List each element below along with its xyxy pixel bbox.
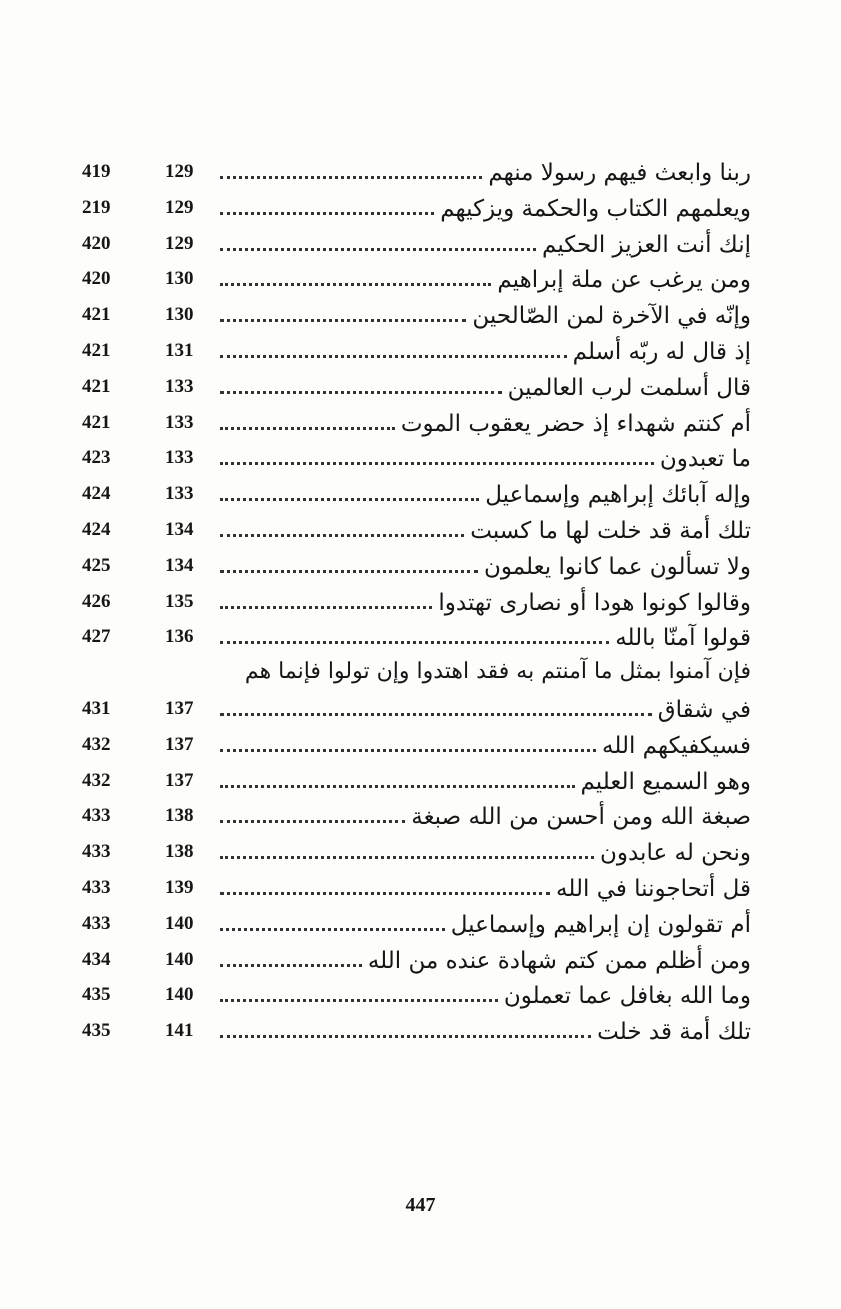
verse-text: قل أتحاجوننا في الله [556,875,751,902]
page-reference: 137 [165,733,194,755]
dot-leader [220,926,445,931]
index-row [0,691,841,727]
page-reference: 136 [165,626,194,648]
page-reference: 130 [165,304,194,326]
index-row [0,727,841,763]
index-row [0,584,841,620]
index-row [0,440,841,476]
page-number: 447 [405,1194,436,1216]
page-reference: 140 [165,948,194,970]
dot-leader [220,353,567,358]
reference-number: 435 [82,1020,111,1042]
index-entry [220,906,751,940]
index-entry [220,369,751,403]
dot-leader [220,460,654,465]
verse-text: ومن يرغب عن ملة إبراهيم [497,267,751,294]
index-entry [220,154,751,188]
page-reference: 129 [165,161,194,182]
page-reference: 138 [165,805,194,827]
reference-number: 419 [82,161,111,182]
dot-leader [220,425,395,430]
index-entry [220,942,751,976]
page-reference: 134 [165,518,194,540]
page-reference: 137 [165,697,194,719]
index-entry [220,691,751,725]
verse-text: فسيكفيكهم الله [602,732,751,759]
dot-leader [220,783,575,788]
index-row [0,154,841,190]
page-reference: 140 [165,984,194,1006]
verse-text: إذ قال له ربّه أسلم [572,338,751,365]
verse-text-continuation: فإن آمنوا بمثل ما آمنتم به فقد اهتدوا وإن تولوا فإنما هم [244,659,751,685]
index-row [0,870,841,906]
verse-text: ولا تسألون عما كانوا يعلمون [483,553,751,580]
index-row [0,942,841,978]
dot-leader [220,317,466,322]
reference-number: 427 [82,626,111,648]
dot-leader [220,568,478,573]
index-entry [220,798,751,832]
dot-leader [220,174,482,179]
reference-number: 421 [82,375,111,397]
index-entry [220,440,751,474]
index-row [0,190,841,226]
index-row [0,405,841,441]
reference-number: 421 [82,304,111,326]
reference-number: 432 [82,769,111,791]
index-row [0,226,841,262]
verse-text: ربنا وابعث فيهم رسولا منهم [488,160,751,186]
page-reference: 135 [165,590,194,612]
verse-index-list [0,154,841,1049]
reference-number: 420 [82,268,111,290]
verse-text: وقالوا كونوا هودا أو نصارى تهتدوا [438,589,751,616]
verse-text: وهو السميع العليم [580,768,751,795]
index-entry [220,512,751,546]
index-entry [220,261,751,295]
page-reference: 133 [165,375,194,397]
verse-text: وإنّه في الآخرة لمن الصّالحين [472,303,751,330]
verse-text: وإله آبائك إبراهيم وإسماعيل [485,482,751,509]
dot-leader [220,496,479,501]
verse-text: في شقاق [657,696,751,723]
verse-text: ومن أظلم ممن كتم شهادة عنده من الله [367,947,751,974]
verse-text: صبغة الله ومن أحسن من الله صبغة [411,804,751,831]
index-row [0,369,841,405]
dot-leader [220,818,405,823]
verse-text: قال أسلمت لرب العالمين [507,374,751,401]
page-reference: 141 [165,1020,194,1042]
verse-text: ما تعبدون [659,446,751,473]
dot-leader [220,210,434,215]
dot-leader [220,997,498,1002]
page-reference: 130 [165,268,194,290]
page-reference: 134 [165,554,194,576]
index-row [0,548,841,584]
reference-number: 433 [82,912,111,934]
index-row [0,834,841,870]
index-entry [220,333,751,367]
reference-number: 435 [82,984,111,1006]
dot-leader [220,639,609,644]
page-reference: 131 [165,339,194,361]
index-entry [220,870,751,904]
dot-leader [220,711,652,716]
reference-number: 433 [82,876,111,898]
index-entry [220,727,751,761]
verse-text: أم كنتم شهداء إذ حضر يعقوب الموت [400,410,751,437]
reference-number: 421 [82,339,111,361]
index-entry [220,548,751,582]
dot-leader [220,281,491,286]
index-row [0,1013,841,1049]
reference-number: 219 [82,196,111,218]
index-continuation-row [0,655,841,691]
reference-number: 434 [82,948,111,970]
reference-number: 433 [82,805,111,827]
page-reference: 139 [165,876,194,898]
index-row [0,763,841,799]
index-row [0,476,841,512]
dot-leader [220,962,362,967]
page-reference: 138 [165,841,194,863]
index-entry [220,476,751,510]
reference-number: 424 [82,483,111,505]
index-row [0,798,841,834]
dot-leader [220,1033,591,1038]
dot-leader [220,854,594,859]
verse-text: تلك أمة قد خلت [597,1019,751,1046]
page-reference: 133 [165,411,194,433]
index-entry [220,834,751,868]
index-entry [220,190,751,224]
reference-number: 431 [82,697,111,719]
reference-number: 421 [82,411,111,433]
reference-number: 423 [82,447,111,469]
index-entry [220,584,751,618]
dot-leader [220,747,596,752]
verse-text: ونحن له عابدون [599,840,751,867]
index-entry [220,619,751,653]
dot-leader [220,890,550,895]
dot-leader [220,532,464,537]
index-row [0,619,841,655]
index-row [0,977,841,1013]
index-entry [220,297,751,331]
dot-leader [220,604,432,609]
index-entry [220,977,751,1011]
index-row [0,333,841,369]
reference-number: 425 [82,554,111,576]
index-entry [220,1013,751,1047]
verse-text: وما الله بغافل عما تعملون [503,983,751,1010]
index-row [0,906,841,942]
verse-text: قولوا آمنّا بالله [615,625,751,652]
page-reference: 137 [165,769,194,791]
index-entry [220,405,751,439]
index-entry [220,226,751,260]
index-row [0,261,841,297]
dot-leader [220,389,502,394]
page-reference: 140 [165,912,194,934]
page-reference: 133 [165,483,194,505]
reference-number: 426 [82,590,111,612]
verse-text: إنك أنت العزيز الحكيم [542,231,751,258]
reference-number: 420 [82,232,111,254]
index-entry [220,763,751,797]
reference-number: 432 [82,733,111,755]
dot-leader [220,246,536,251]
verse-text: تلك أمة قد خلت لها ما كسبت [470,517,751,544]
verse-text: أم تقولون إن إبراهيم وإسماعيل [450,911,751,938]
verse-text: ويعلمهم الكتاب والحكمة ويزكيهم [440,195,751,222]
index-row [0,512,841,548]
reference-number: 433 [82,841,111,863]
index-row [0,297,841,333]
page-reference: 133 [165,447,194,469]
page-reference: 129 [165,196,194,218]
reference-number: 424 [82,518,111,540]
page-reference: 129 [165,232,194,254]
